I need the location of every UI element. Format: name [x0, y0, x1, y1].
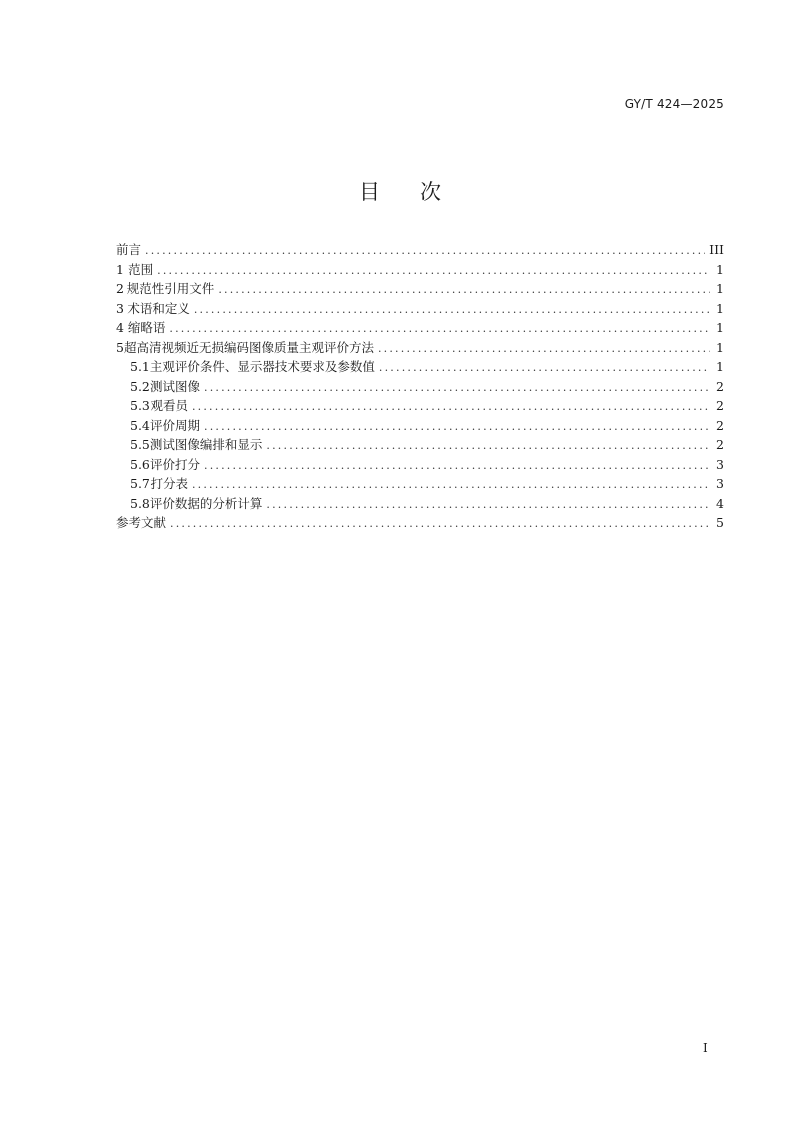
document-code: GY/T 424—2025 — [624, 97, 724, 111]
toc-entry[interactable] — [116, 338, 724, 358]
toc-entry-page: 1 — [716, 359, 724, 374]
toc-entry-number: 5.2 — [130, 378, 150, 394]
toc-leader-dots — [204, 417, 710, 437]
toc-entry-label: 评价周期 — [149, 417, 200, 433]
toc-entry[interactable] — [116, 357, 724, 377]
toc-entry[interactable] — [116, 377, 724, 397]
toc-entry-number: 5.7 — [130, 476, 150, 491]
toc-entry-number: 5 — [116, 339, 124, 355]
toc-leader-dots — [194, 300, 710, 320]
toc-entry-number: 4 — [116, 320, 124, 335]
toc-entry-label: 评价打分 — [149, 456, 200, 472]
toc-entry-label: 前言 — [116, 242, 142, 257]
toc-entry[interactable] — [116, 279, 724, 299]
toc-leader-dots — [192, 397, 710, 417]
toc-entry-label: 观看员 — [150, 398, 188, 413]
toc-entry-page: 3 — [716, 476, 724, 491]
toc-entry[interactable] — [116, 260, 724, 280]
table-of-contents — [116, 240, 724, 533]
toc-entry-label: 规范性引用文件 — [126, 281, 215, 296]
toc-leader-dots — [218, 280, 710, 300]
toc-entry-page: 2 — [716, 437, 724, 452]
toc-leader-dots — [170, 514, 710, 534]
toc-entry-page: 3 — [716, 456, 724, 472]
toc-entry-page: 1 — [716, 320, 724, 335]
page-title: 目次 — [359, 180, 481, 204]
toc-entry[interactable] — [116, 416, 724, 436]
toc-entry[interactable] — [116, 494, 724, 514]
toc-entry-number: 5.6 — [130, 456, 150, 472]
toc-leader-dots — [378, 339, 710, 359]
toc-entry[interactable] — [116, 474, 724, 494]
toc-entry[interactable] — [116, 513, 724, 533]
toc-entry-page: 1 — [716, 300, 724, 316]
toc-entry-number: 5.8 — [130, 495, 150, 511]
toc-entry[interactable] — [116, 318, 724, 338]
toc-leader-dots — [169, 319, 710, 339]
toc-entry[interactable] — [116, 240, 724, 260]
toc-entry-number: 5.3 — [130, 398, 150, 413]
toc-entry-number: 5.4 — [130, 417, 150, 433]
toc-entry-page: 1 — [716, 281, 724, 296]
toc-entry-number: 5.1 — [130, 359, 150, 374]
toc-leader-dots — [266, 436, 710, 456]
toc-entry[interactable] — [116, 396, 724, 416]
toc-entry-label: 范围 — [128, 261, 154, 277]
toc-entry-label: 术语和定义 — [127, 300, 190, 316]
toc-entry-page: 1 — [716, 261, 724, 277]
toc-entry-page: 4 — [716, 495, 724, 511]
toc-entry-page: 5 — [716, 515, 724, 530]
toc-entry-label: 参考文献 — [116, 515, 167, 530]
toc-entry-page: III — [709, 242, 724, 257]
toc-entry-page: 1 — [716, 339, 724, 355]
toc-entry[interactable] — [116, 299, 724, 319]
toc-entry[interactable] — [116, 455, 724, 475]
toc-leader-dots — [204, 378, 710, 398]
toc-entry-page: 2 — [716, 378, 724, 394]
toc-leader-dots — [157, 261, 710, 281]
toc-leader-dots — [204, 456, 710, 476]
toc-leader-dots — [379, 358, 710, 378]
toc-entry[interactable] — [116, 435, 724, 455]
toc-entry-label: 缩略语 — [127, 320, 166, 335]
toc-entry-label: 评价数据的分析计算 — [149, 495, 263, 511]
page-number: I — [703, 1041, 708, 1055]
toc-leader-dots — [266, 495, 710, 515]
toc-entry-label: 测试图像编排和显示 — [149, 437, 263, 452]
toc-entry-number: 5.5 — [130, 437, 150, 452]
toc-entry-label: 主观评价条件、显示器技术要求及参数值 — [149, 359, 375, 374]
toc-entry-page: 2 — [716, 417, 724, 433]
toc-entry-number: 1 — [116, 261, 124, 277]
toc-entry-number: 3 — [116, 300, 124, 316]
toc-entry-label: 超高清视频近无损编码图像质量主观评价方法 — [123, 339, 374, 355]
toc-entry-label: 测试图像 — [149, 378, 200, 394]
toc-leader-dots — [192, 475, 710, 495]
toc-leader-dots — [145, 241, 705, 261]
toc-entry-label: 打分表 — [150, 476, 188, 491]
toc-entry-number: 2 — [116, 281, 124, 296]
toc-entry-page: 2 — [716, 398, 724, 413]
